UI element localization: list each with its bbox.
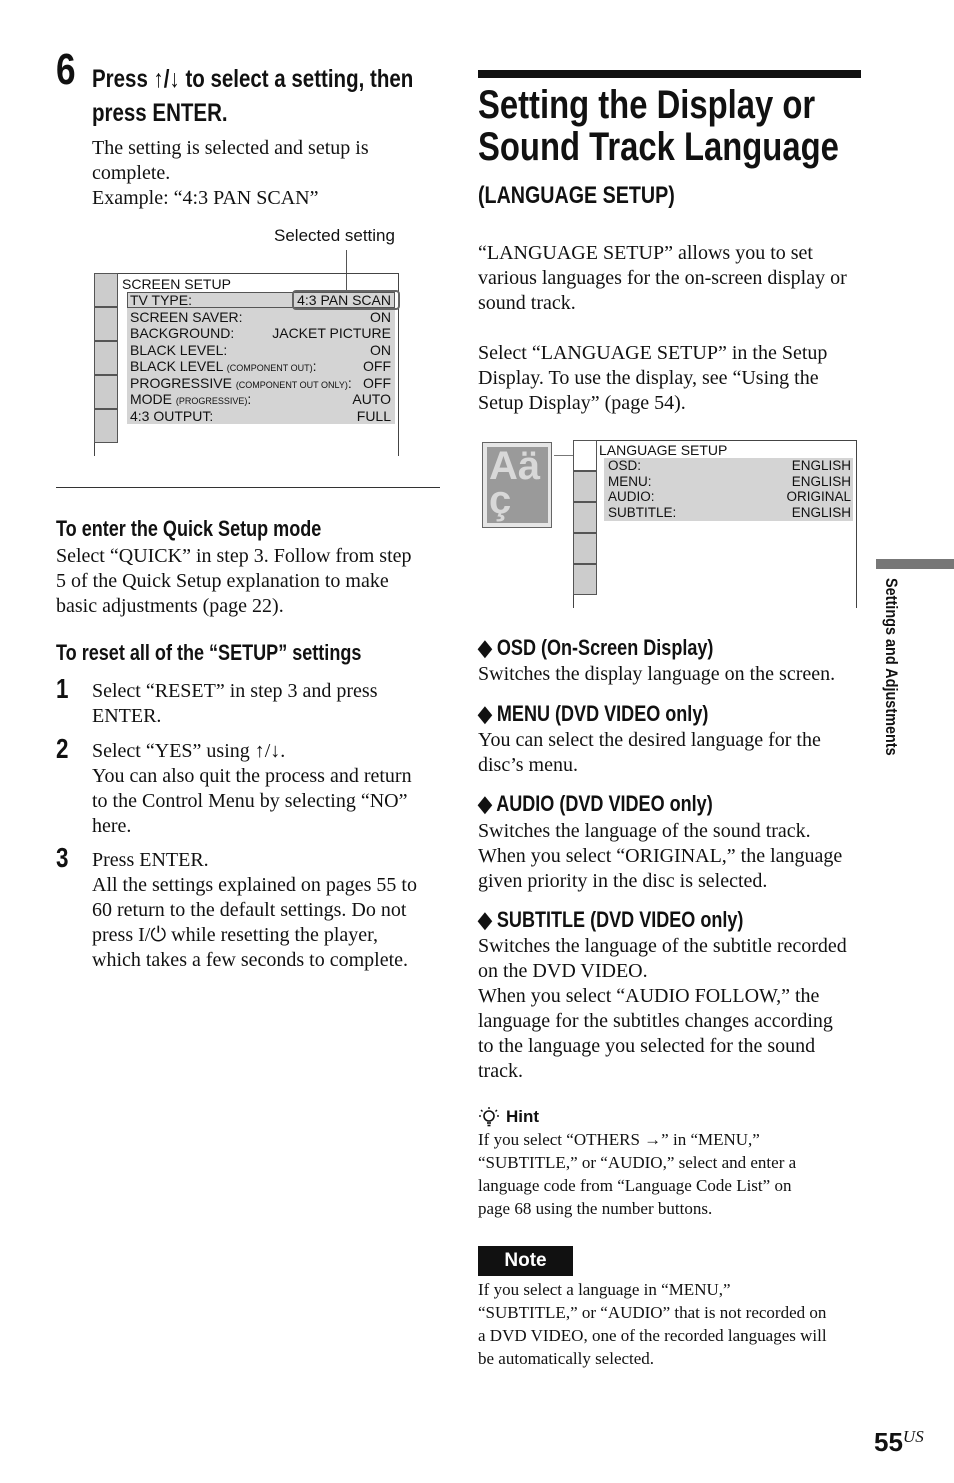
language-icon-inner: [487, 444, 552, 523]
reset-heading: To reset all of the “SETUP” settings: [56, 640, 362, 665]
section-divider: [56, 487, 440, 488]
setting-value: FULL: [356, 407, 391, 424]
selected-setting-callout: Selected setting: [274, 226, 395, 245]
setting-label: PROGRESSIVE: [130, 374, 232, 391]
language-row: [608, 489, 851, 505]
display-frame-right: [856, 440, 857, 608]
body-line: Setup Display” (page 54).: [478, 392, 686, 414]
body-line: complete.: [92, 162, 171, 184]
body-line: basic adjustments (page 22).: [56, 595, 284, 617]
intro-paragraph-2: [478, 341, 827, 416]
body-line: 60 return to the default settings. Do not: [92, 899, 407, 921]
language-icon: [482, 442, 552, 528]
language-value: ENGLISH: [791, 458, 851, 473]
body-line: Display. To use the display, see “Using the: [478, 367, 819, 389]
setting-row: [130, 325, 391, 342]
language-label: OSD:: [608, 458, 642, 473]
menu-item-title: ◆ MENU (DVD VIDEO only): [478, 701, 709, 726]
language-row: [608, 505, 851, 521]
osd-item-body: [478, 662, 835, 687]
body-line: “SUBTITLE,” or “AUDIO,” select and enter a: [478, 1153, 797, 1172]
body-line: Select “RESET” in step 3 and press: [92, 680, 378, 702]
page-title: [478, 84, 839, 168]
language-value: ENGLISH: [791, 473, 851, 489]
body-line: Switches the language of the subtitle recorded: [478, 935, 847, 957]
language-value: ENGLISH: [791, 504, 851, 520]
language-setup-display: [573, 440, 857, 608]
body-line: Example: “4:3 PAN SCAN”: [92, 187, 319, 209]
setting-row: [130, 292, 391, 309]
reset-step-1-number: 1: [56, 673, 69, 704]
body-line: a DVD VIDEO, one of the recorded languages will: [478, 1326, 827, 1345]
body-line: press I/⏻ while resetting the player,: [92, 924, 379, 946]
setting-colon: :: [347, 374, 352, 391]
setting-value: OFF: [363, 374, 391, 391]
icon-bar-cell: [94, 273, 118, 307]
icon-bar-cell: [94, 409, 118, 443]
page-title-line: Sound Track Language: [478, 125, 839, 169]
reset-step-3-text: [92, 848, 417, 973]
body-line: The setting is selected and setup is: [92, 137, 369, 159]
language-value: ORIGINAL: [786, 489, 851, 504]
setting-label: BLACK LEVEL: [130, 358, 223, 374]
setting-label: SCREEN SAVER:: [130, 308, 243, 325]
icon-bar-cell: [94, 341, 118, 375]
body-line: Select “QUICK” in step 3. Follow from step: [56, 545, 412, 567]
hint-label: Hint: [506, 1107, 540, 1126]
setting-row: [130, 408, 391, 425]
setting-label: MODE: [130, 391, 172, 407]
menu-item-body: [478, 728, 821, 778]
body-line: Select “YES” using ↑/↓.: [92, 740, 286, 762]
body-line: 5 of the Quick Setup explanation to make: [56, 570, 389, 592]
reset-step-2-number: 2: [56, 733, 69, 764]
body-line: track.: [478, 1060, 523, 1082]
page-subtitle: (LANGUAGE SETUP): [478, 182, 675, 209]
icon-bar-cell: [94, 307, 118, 341]
setting-value: AUTO: [352, 391, 391, 407]
setting-row: [130, 375, 391, 392]
hint-body: [478, 1128, 796, 1220]
language-row: [608, 458, 851, 474]
display-frame-top: [94, 273, 399, 274]
language-list: [608, 458, 851, 520]
body-line: When you select “AUDIO FOLLOW,” the: [478, 985, 820, 1007]
setting-value: ON: [370, 341, 391, 358]
body-line: given priority in the disc is selected.: [478, 870, 768, 892]
body-line: various languages for the on-screen display or: [478, 267, 847, 289]
body-line: All the settings explained on pages 55 to: [92, 874, 417, 896]
body-line: sound track.: [478, 292, 576, 314]
body-line: here.: [92, 815, 132, 837]
setting-value: OFF: [363, 358, 391, 374]
quick-setup-body: [56, 544, 412, 619]
language-setup-header: LANGUAGE SETUP: [599, 442, 728, 458]
display-frame-top: [573, 440, 857, 441]
setting-label-sub: (PROGRESSIVE): [175, 396, 248, 406]
setting-colon: :: [312, 358, 317, 374]
audio-item-body: [478, 819, 842, 894]
title-rule: [478, 70, 861, 78]
screen-setup-display: [94, 273, 399, 456]
setting-row: [130, 309, 391, 326]
step-6-title-line: Press ↑/↓ to select a setting, then: [92, 65, 414, 93]
setting-value: 4:3 PAN SCAN: [297, 292, 391, 308]
setting-value: ON: [370, 308, 391, 325]
language-label: AUDIO:: [608, 489, 655, 504]
subtitle-item-title: ◆ SUBTITLE (DVD VIDEO only): [478, 907, 744, 932]
reset-step-1-text: [92, 679, 378, 729]
hint-lightbulb-icon: [478, 1106, 500, 1128]
setting-label-sub: (COMPONENT OUT): [226, 363, 313, 373]
language-label: MENU:: [608, 473, 652, 489]
page-number-suffix: US: [902, 1427, 924, 1446]
reset-step-2-text: [92, 739, 412, 839]
setting-label: BACKGROUND:: [130, 325, 235, 341]
setting-label: 4:3 OUTPUT:: [130, 407, 214, 424]
reset-step-3-number: 3: [56, 842, 69, 873]
language-label: SUBTITLE:: [608, 504, 677, 520]
icon-bar-cell-selected: [573, 440, 597, 471]
note-badge: Note: [478, 1246, 573, 1276]
body-line: on the DVD VIDEO.: [478, 960, 648, 982]
body-line: Press ENTER.: [92, 849, 209, 871]
audio-item-title: ◆ AUDIO (DVD VIDEO only): [478, 791, 713, 816]
side-tab-bar: [876, 559, 954, 569]
icon-bar-cell: [573, 533, 597, 564]
body-line: ENTER.: [92, 705, 162, 727]
body-line: If you select a language in “MENU,”: [478, 1280, 731, 1299]
body-line: disc’s menu.: [478, 754, 578, 776]
body-line: to the language you selected for the sound: [478, 1035, 816, 1057]
step-6-title: [92, 62, 413, 130]
setting-label: BLACK LEVEL:: [130, 341, 228, 358]
setting-label: TV TYPE:: [130, 292, 192, 308]
body-line: Switches the language of the sound track.: [478, 820, 811, 842]
subtitle-item-body: [478, 934, 847, 1084]
page-number: [874, 1424, 924, 1458]
intro-paragraph-1: [478, 241, 847, 316]
body-line: When you select “ORIGINAL,” the language: [478, 845, 843, 867]
note-body: [478, 1278, 827, 1370]
icon-bar-cell: [573, 564, 597, 595]
setting-row: [130, 358, 391, 375]
setting-row: [130, 342, 391, 359]
icon-bar-cell: [94, 375, 118, 409]
body-line: language for the subtitles changes according: [478, 1010, 833, 1032]
setting-value: JACKET PICTURE: [272, 325, 391, 341]
setting-label-sub: (COMPONENT OUT ONLY): [235, 379, 348, 390]
osd-item-title: ◆ OSD (On-Screen Display): [478, 635, 714, 660]
body-line: which takes a few seconds to complete.: [92, 949, 409, 971]
body-line: If you select “OTHERS →” in “MENU,”: [478, 1130, 760, 1149]
body-line: be automatically selected.: [478, 1349, 655, 1368]
body-line: page 68 using the number buttons.: [478, 1199, 713, 1218]
body-line: Select “LANGUAGE SETUP” in the Setup: [478, 342, 828, 364]
step-6-number: 6: [56, 45, 76, 94]
settings-list: [130, 292, 391, 424]
step-6-title-line: press ENTER.: [92, 99, 228, 127]
body-line: to the Control Menu by selecting “NO”: [92, 790, 408, 812]
body-line: You can also quit the process and return: [92, 765, 412, 787]
body-line: Switches the display language on the screen.: [478, 663, 836, 685]
page-title-line: Setting the Display or: [478, 83, 816, 127]
quick-setup-heading: To enter the Quick Setup mode: [56, 516, 322, 541]
setting-row: [130, 391, 391, 408]
step-6-body: [92, 136, 369, 211]
screen-setup-header: SCREEN SETUP: [122, 276, 231, 292]
body-line: language code from “Language Code List” on: [478, 1176, 792, 1195]
side-tab-label-wrap: [880, 578, 902, 798]
icon-bar-cell: [573, 502, 597, 533]
icon-bar-cell: [573, 471, 597, 502]
body-line: “LANGUAGE SETUP” allows you to set: [478, 242, 813, 264]
body-line: You can select the desired language for the: [478, 729, 821, 751]
page-number-value: 55: [874, 1427, 903, 1457]
side-tab-label: Settings and Adjustments: [882, 578, 901, 756]
language-row: [608, 474, 851, 490]
setting-colon: :: [247, 391, 252, 407]
language-glyphs-icon: Aä ç: [489, 444, 552, 522]
body-line: “SUBTITLE,” or “AUDIO” that is not recorded on: [478, 1303, 827, 1322]
